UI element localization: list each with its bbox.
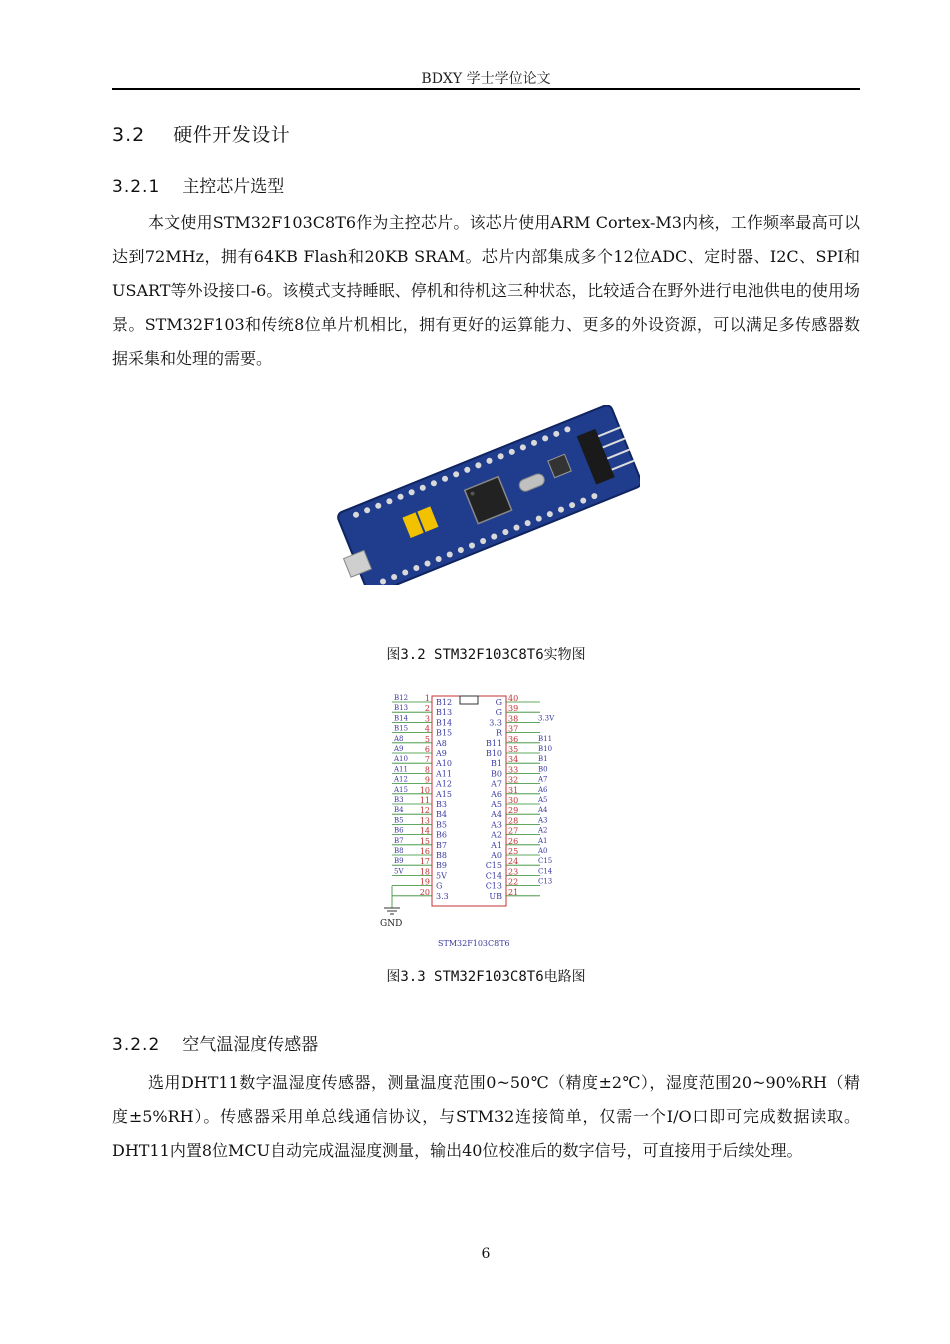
paragraph-dht11: 选用DHT11数字温湿度传感器，测量温度范围0~50℃（精度±2℃），湿度范围20~90%RH（精度±5%RH）。传感器采用单总线通信协议，与STM32连接简单，仅需一个I/O口即可完成数据读取。DHT11内置8位MCU自动完成温湿度测量，输出40位校准后的数字信号，可直接用于后续处理。 <box>112 1073 860 1160</box>
subsection-title: 主控芯片选型 <box>182 177 285 197</box>
right-pin-number: 31 <box>508 785 519 795</box>
left-net-label: 5V <box>394 867 404 876</box>
right-pin-name: B1 <box>491 759 502 769</box>
right-pin-name: A1 <box>491 840 502 850</box>
left-pin-name: 3.3 <box>436 891 449 901</box>
left-pin-name: G <box>436 881 443 891</box>
right-pin-number: 38 <box>508 714 519 724</box>
left-net-label: B4 <box>394 806 404 815</box>
subsection-number: 3.2.2 <box>112 1035 161 1055</box>
left-pin-name: B14 <box>436 718 453 728</box>
left-pin-number: 10 <box>419 785 430 795</box>
subsection-number: 3.2.1 <box>112 177 161 197</box>
right-pin-name: A4 <box>491 810 502 820</box>
section-title: 硬件开发设计 <box>173 124 291 146</box>
left-pin-number: 1 <box>424 694 430 703</box>
chip-notch <box>460 696 478 704</box>
right-pin-name: 3.3 <box>489 718 502 728</box>
left-pin-name: A11 <box>436 769 452 779</box>
right-net-label: A3 <box>538 816 548 825</box>
right-pin-name: C14 <box>485 871 502 881</box>
left-pin-number: 16 <box>419 847 430 856</box>
schematic-diagram <box>380 692 580 947</box>
section-number: 3.2 <box>112 124 146 146</box>
right-pin-number: 25 <box>508 847 519 856</box>
right-pin-name: A0 <box>491 851 502 860</box>
header-rule <box>112 88 860 90</box>
right-pin-name: B11 <box>485 738 502 748</box>
left-pin-number: 14 <box>419 826 430 836</box>
right-pin-number: 28 <box>508 816 519 826</box>
right-pin-name: A6 <box>491 789 502 799</box>
left-pin-name: A8 <box>436 738 447 748</box>
left-pin-number: 2 <box>424 704 430 714</box>
left-pin-name: B12 <box>436 698 453 707</box>
right-pin-name: B10 <box>485 749 502 758</box>
right-pin-number: 26 <box>508 836 519 846</box>
left-pin-name: B9 <box>436 861 447 871</box>
right-pin-number: 39 <box>508 704 519 714</box>
right-pin-number: 29 <box>508 806 519 816</box>
subsection-heading-1 <box>112 172 284 197</box>
right-pin-number: 27 <box>508 826 519 836</box>
left-net-label: B9 <box>394 857 404 866</box>
left-pin-name: A10 <box>436 759 452 769</box>
left-pin-number: 5 <box>424 734 430 744</box>
left-pin-number: 17 <box>419 857 430 867</box>
left-net-label: B14 <box>394 714 409 723</box>
running-header: BDXY 学士学位论文 <box>421 71 551 87</box>
right-pin-number: 40 <box>508 694 519 703</box>
right-net-label: A2 <box>538 826 548 835</box>
chip-label: STM32F103C8T6 <box>438 939 510 947</box>
right-net-label: A6 <box>538 785 548 794</box>
left-net-label: A11 <box>394 765 408 774</box>
left-pin-name: B4 <box>436 810 447 820</box>
section-heading <box>112 120 290 147</box>
right-pin-number: 21 <box>508 887 519 897</box>
figure-caption-board: 图3.2 STM32F103C8T6实物图 <box>386 647 586 663</box>
right-pin-number: 23 <box>508 867 519 877</box>
right-net-label: A1 <box>538 836 548 845</box>
left-net-label: B15 <box>394 724 409 733</box>
left-net-label: A15 <box>394 785 408 794</box>
left-net-label: A10 <box>394 755 408 764</box>
right-pin-name: G <box>495 698 502 707</box>
gnd-label: GND <box>380 919 403 929</box>
left-pin-number: 7 <box>424 755 430 765</box>
figure-caption-schematic: 图3.3 STM32F103C8T6电路图 <box>386 969 586 985</box>
right-net-label: B11 <box>538 734 553 743</box>
left-pin-number: 15 <box>419 836 430 846</box>
right-pin-name: A2 <box>491 830 502 840</box>
left-net-label: B8 <box>394 847 404 855</box>
left-pin-number: 4 <box>424 724 430 734</box>
left-pin-number: 6 <box>424 745 430 754</box>
left-pin-number: 11 <box>419 796 430 805</box>
left-pin-number: 18 <box>419 867 430 877</box>
right-net-label: C14 <box>538 867 553 876</box>
right-pin-number: 34 <box>508 755 519 765</box>
right-pin-name: A5 <box>491 800 502 809</box>
left-pin-number: 9 <box>424 775 430 785</box>
left-net-label: B7 <box>394 836 404 845</box>
right-pin-number: 24 <box>508 857 519 867</box>
left-net-label: B5 <box>394 816 404 825</box>
left-net-label: A12 <box>394 775 408 784</box>
left-pin-number: 13 <box>419 816 430 826</box>
right-pin-number: 36 <box>508 734 519 744</box>
right-pin-name: R <box>495 728 502 738</box>
right-pin-number: 22 <box>508 877 519 887</box>
right-net-label: A4 <box>538 806 548 815</box>
right-pin-name: UB <box>489 891 502 901</box>
left-net-label: B13 <box>394 704 409 713</box>
right-pin-number: 35 <box>508 745 519 754</box>
left-pin-number: 19 <box>419 877 430 887</box>
left-pin-number: 8 <box>424 765 430 775</box>
page-number: 6 <box>481 1246 491 1262</box>
right-net-label: B10 <box>538 745 553 753</box>
paragraph-mcu: 本文使用STM32F103C8T6作为主控芯片。该芯片使用ARM Cortex-M3内核，工作频率最高可以达到72MHz，拥有64KB Flash和20KB SRAM。芯片内部集成多个12位ADC、定时器、I2C、SPI和USART等外设接口-6。该模式支持睡眠、停机和待机这三种状态，比较适合在野外进行电池供电的使用场景。STM32F103和传统8位单片机相比，拥有更好的运算能力、更多的外设资源，可以满足多传感器数据采集和处理的需要。 <box>112 213 860 368</box>
right-pin-number: 33 <box>508 765 519 775</box>
left-net-label: B12 <box>394 694 409 702</box>
right-net-label: 3.3V <box>538 714 555 723</box>
left-net-label: A9 <box>394 745 404 753</box>
right-net-label: A0 <box>538 847 548 855</box>
left-pin-name: B15 <box>436 728 453 738</box>
right-pin-name: C15 <box>485 861 502 871</box>
left-pin-name: A15 <box>436 789 452 799</box>
subsection-heading-2 <box>112 1030 318 1055</box>
left-pin-name: B13 <box>436 708 453 718</box>
right-net-label: B0 <box>538 765 548 774</box>
right-pin-name: C13 <box>485 881 502 891</box>
right-net-label: C15 <box>538 857 553 866</box>
left-pin-name: A9 <box>436 749 447 758</box>
left-pin-name: B6 <box>436 830 447 840</box>
left-pin-name: B8 <box>436 851 447 860</box>
left-pin-name: B5 <box>436 820 447 830</box>
left-net-label: B3 <box>394 796 404 804</box>
right-pin-number: 32 <box>508 775 519 785</box>
left-pin-name: 5V <box>436 871 447 881</box>
right-pin-number: 37 <box>508 724 519 734</box>
right-pin-name: A7 <box>491 779 502 789</box>
left-pin-number: 20 <box>419 887 430 897</box>
left-pin-number: 3 <box>424 714 430 724</box>
right-net-label: A7 <box>538 775 548 784</box>
right-pin-name: B0 <box>491 769 502 779</box>
board-photo <box>330 405 640 585</box>
right-net-label: B1 <box>538 755 548 764</box>
right-net-label: A5 <box>538 796 548 804</box>
right-pin-number: 30 <box>508 796 519 805</box>
right-pin-name: G <box>495 708 502 718</box>
right-net-label: C13 <box>538 877 553 886</box>
left-net-label: A8 <box>394 734 404 743</box>
left-pin-name: B3 <box>436 800 447 809</box>
left-pin-name: B7 <box>436 840 447 850</box>
left-pin-name: A12 <box>436 779 452 789</box>
left-net-label: B6 <box>394 826 404 835</box>
subsection-title: 空气温湿度传感器 <box>182 1035 319 1055</box>
left-pin-number: 12 <box>419 806 430 816</box>
right-pin-name: A3 <box>491 820 502 830</box>
